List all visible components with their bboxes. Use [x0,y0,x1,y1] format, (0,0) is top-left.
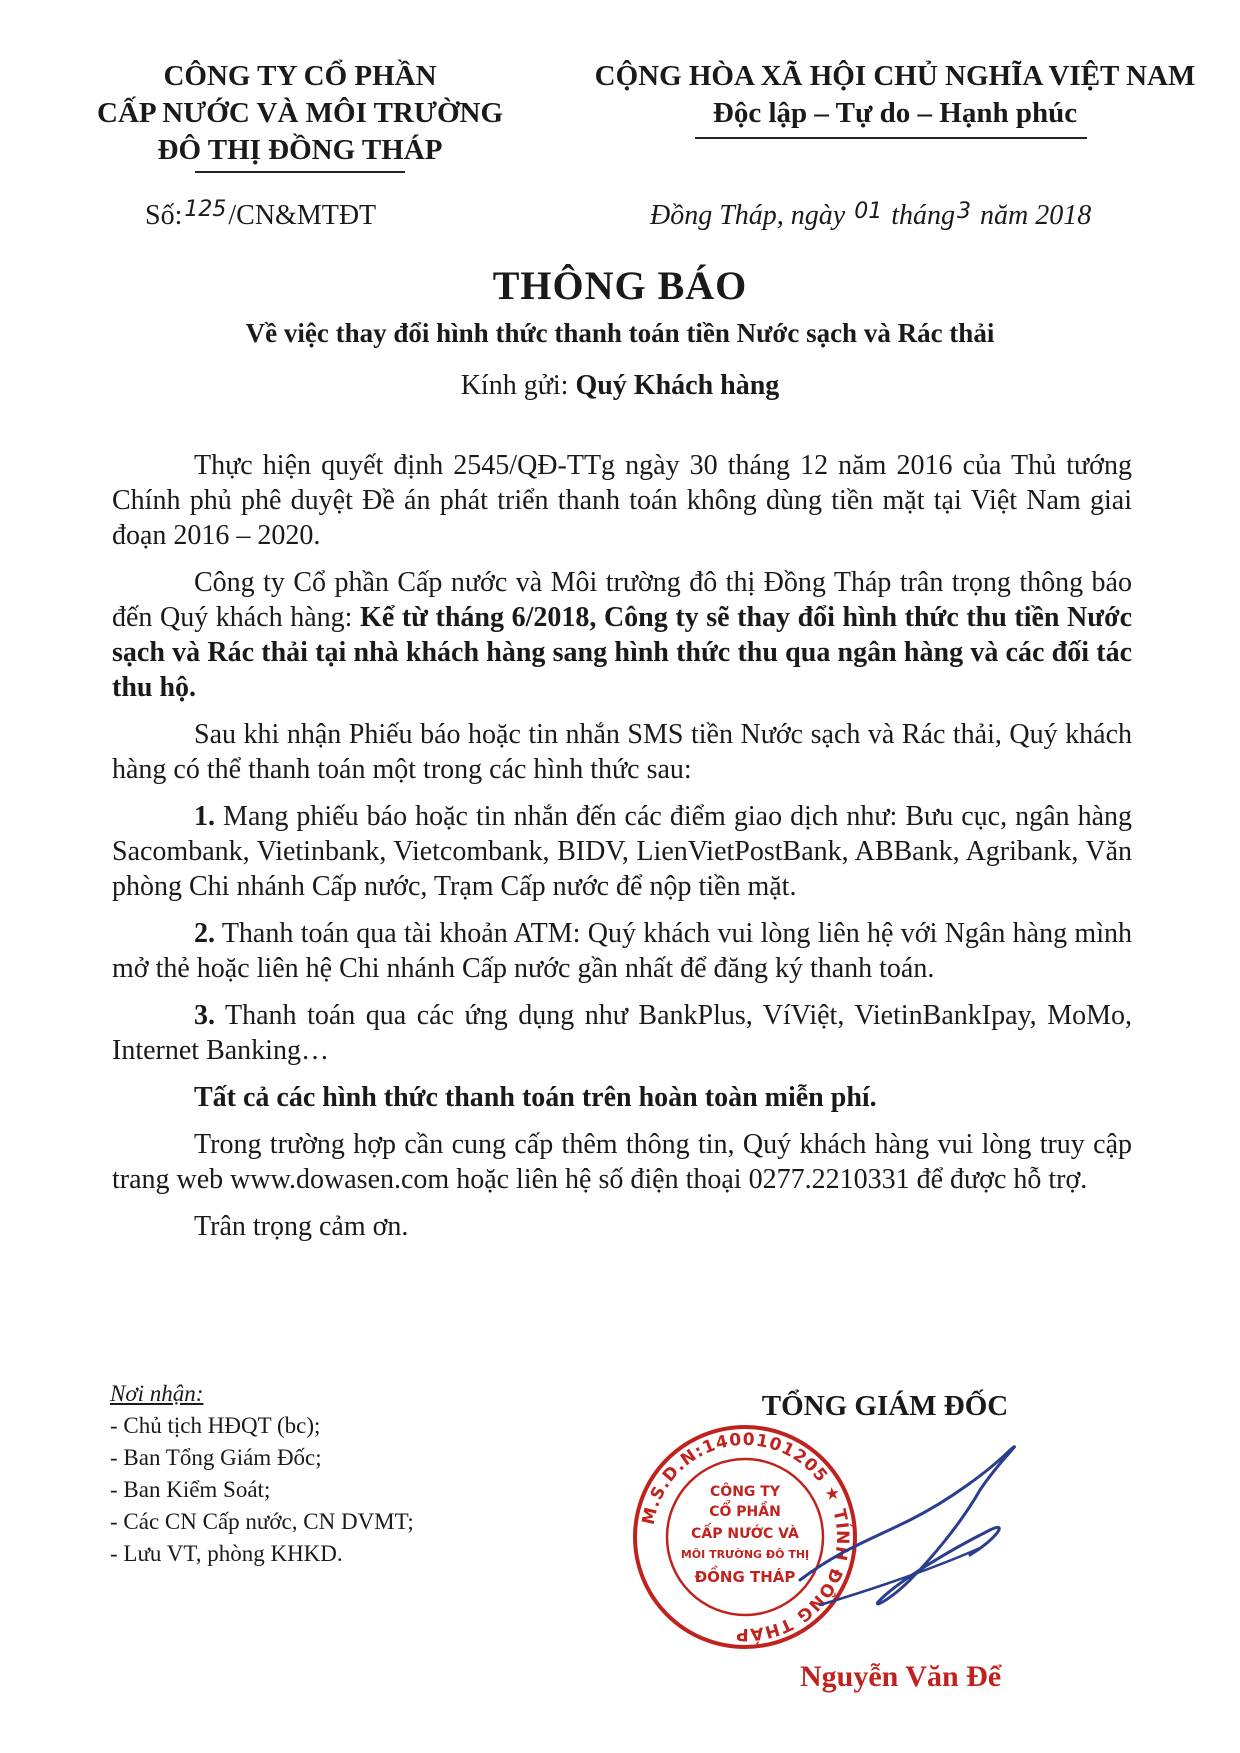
month-handwritten: 3 [957,199,972,224]
paragraph-announcement [112,565,1132,705]
option-2-number: 2. [194,918,215,949]
month-label: tháng [891,200,956,231]
nation-line-1: CỘNG HÒA XÃ HỘI CHỦ NGHĨA VIỆT NAM [594,60,1196,92]
recipients-list [110,1378,414,1570]
option-3-text: Thanh toán qua các ứng dụng như BankPlus, VíViệt, VietinBankIpay, MoMo, Internet Banking… [112,1000,1132,1066]
option-1-text: Mang phiếu báo hoặc tin nhắn đến các điểm giao dịch như: Bưu cục, ngân hàng Sacombank, Vietinbank, Vietcombank, BIDV, LienVietPostBank, ABBank, Agribank, Văn phòng Chi nhánh Cấp nước, Trạm Cấp nước để nộp tiền mặt. [112,801,1133,902]
greeting-prefix: Kính gửi: [460,370,569,401]
doc-number-handwritten: 125 [184,197,227,222]
announcement-text: Công ty Cổ phần Cấp nước và Môi trường đô thị Đồng Tháp trân trọng thông báo đến Quý khách hàng: [112,567,1132,633]
option-1 [112,799,1132,904]
option-1-number: 1. [194,801,215,832]
org-underline [195,171,405,173]
option-3-number: 3. [194,1000,215,1031]
svg-text:M.S.D.N:1400101205 ★ TỈNH ĐỒNG: M.S.D.N:1400101205 ★ TỈNH ĐỒNG THÁP [638,1429,853,1645]
document-number [145,197,377,232]
option-3 [112,998,1132,1068]
recipient-item: - Lưu VT, phòng KHKD. [110,1541,343,1566]
option-2-text: Thanh toán qua tài khoản ATM: Quý khách vui lòng liên hệ với Ngân hàng mình mở thẻ hoặc liên hệ Chi nhánh Cấp nước gần nhất để đăng ký thanh toán. [112,918,1132,984]
doc-number-prefix: Số: [145,200,183,231]
nation-line-2: Độc lập – Tự do – Hạnh phúc [712,97,1078,129]
svg-text:CỔ PHẦN: CỔ PHẦN [709,1504,781,1520]
recipient-item: - Chủ tịch HĐQT (bc); [110,1413,321,1438]
signer-name: Nguyễn Văn Để [800,1660,1002,1693]
free-note-text: Tất cả các hình thức thanh toán trên hoàn toàn miễn phí. [194,1082,877,1113]
svg-text:CẤP NƯỚC VÀ: CẤP NƯỚC VÀ [691,1526,799,1542]
doc-number-suffix: /CN&MTĐT [228,200,377,231]
svg-text:ĐỒNG THÁP: ĐỒNG THÁP [694,1568,796,1586]
document-title: THÔNG BÁO [492,263,748,308]
recipient-item: - Ban Tổng Giám Đốc; [110,1445,322,1470]
svg-text:CÔNG TY: CÔNG TY [710,1484,780,1500]
document-body [112,448,1132,1256]
free-of-charge-note [112,1080,1132,1115]
greeting [0,370,1240,402]
national-motto [575,58,1215,132]
signer-title: TỔNG GIÁM ĐỐC [761,1390,1009,1422]
year-text: năm 2018 [980,200,1092,231]
contact-paragraph: Trong trường hợp cần cung cấp thêm thông tin, Quý khách hàng vui lòng truy cập trang web www.dowasen.com hoặc liên hệ số điện thoại 0277.2210331 để được hỗ trợ. [112,1129,1132,1195]
option-2 [112,916,1132,986]
recipients-heading: Nơi nhận: [110,1381,204,1406]
issuing-organization [40,58,560,169]
recipient-item: - Ban Kiểm Soát; [110,1477,271,1502]
org-line-2: CẤP NƯỚC VÀ MÔI TRƯỜNG [97,97,503,129]
org-line-3: ĐÔ THỊ ĐỒNG THÁP [157,134,443,166]
announcement-bold: Kể từ tháng 6/2018, Công ty sẽ thay đổi hình thức thu tiền Nước sạch và Rác thải tại nhà khách hàng sang hình thức thu qua ngân hàng và các đối tác thu hộ. [112,602,1133,703]
handwritten-signature [760,1430,1060,1650]
paragraph-options-intro: Sau khi nhận Phiếu báo hoặc tin nhắn SMS tiền Nước sạch và Rác thải, Quý khách hàng có thể thanh toán một trong các hình thức sau: [112,719,1132,785]
place-label: Đồng Tháp, ngày [650,200,846,231]
thanks-line: Trân trọng cảm ơn. [194,1211,409,1242]
svg-text:MÔI TRƯỜNG ĐÔ THỊ: MÔI TRƯỜNG ĐÔ THỊ [680,1548,810,1561]
day-handwritten: 01 [854,199,883,224]
recipient-item: - Các CN Cấp nước, CN DVMT; [110,1509,414,1534]
motto-underline [695,137,1087,139]
document-subtitle: Về việc thay đổi hình thức thanh toán tiền Nước sạch và Rác thải [245,318,995,348]
place-and-date [650,200,1091,232]
paragraph-decision: Thực hiện quyết định 2545/QĐ-TTg ngày 30 tháng 12 năm 2016 của Thủ tướng Chính phủ phê duyệt Đề án phát triển thanh toán không dùng tiền mặt tại Việt Nam giai đoạn 2016 – 2020. [112,450,1132,551]
greeting-recipient: Quý Khách hàng [575,370,780,401]
org-line-1: CÔNG TY CỔ PHẦN [163,60,437,92]
